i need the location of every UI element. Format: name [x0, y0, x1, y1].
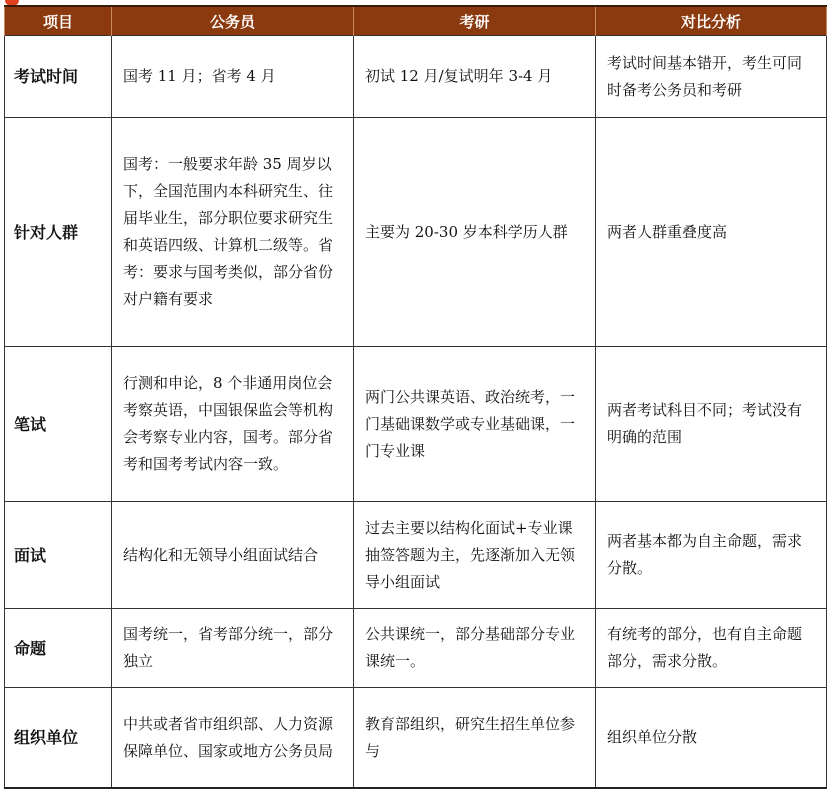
cell-grad: 主要为 20-30 岁本科学历人群 [354, 118, 596, 347]
cell-civil: 中共或者省市组织部、人力资源保障单位、国家或地方公务员局 [112, 688, 354, 789]
cell-civil: 国考 11 月；省考 4 月 [112, 36, 354, 118]
table-row [5, 502, 827, 609]
header-item: 项目 [5, 6, 112, 36]
cell-civil: 国考：一般要求年龄 35 周岁以下，全国范围内本科研究生、往届毕业生，部分职位要求研究生和英语四级、计算机二级等。省考：要求与国考类似，部分省份对户籍有要求 [112, 118, 354, 347]
cell-analysis: 有统考的部分，也有自主命题部分，需求分散。 [596, 609, 827, 688]
row-item-label: 笔试 [5, 347, 112, 502]
row-item-label: 命题 [5, 609, 112, 688]
table-row [5, 118, 827, 347]
cell-civil: 结构化和无领导小组面试结合 [112, 502, 354, 609]
cell-grad: 过去主要以结构化面试+专业课抽签答题为主，先逐渐加入无领导小组面试 [354, 502, 596, 609]
cell-analysis: 考试时间基本错开，考生可同时备考公务员和考研 [596, 36, 827, 118]
cell-grad: 教育部组织，研究生招生单位参与 [354, 688, 596, 789]
row-item-label: 针对人群 [5, 118, 112, 347]
cell-grad: 公共课统一，部分基础部分专业课统一。 [354, 609, 596, 688]
table-row [5, 347, 827, 502]
cell-analysis: 两者人群重叠度高 [596, 118, 827, 347]
cell-analysis: 两者考试科目不同；考试没有明确的范围 [596, 347, 827, 502]
cell-analysis: 两者基本都为自主命题，需求分散。 [596, 502, 827, 609]
row-item-label: 考试时间 [5, 36, 112, 118]
table-body [5, 36, 827, 789]
header-row [5, 6, 827, 36]
comparison-table [4, 5, 827, 789]
row-item-label: 面试 [5, 502, 112, 609]
table-row [5, 36, 827, 118]
header-civil-servant: 公务员 [112, 6, 354, 36]
cell-civil: 国考统一，省考部分统一，部分独立 [112, 609, 354, 688]
cell-analysis: 组织单位分散 [596, 688, 827, 789]
table-header [5, 6, 827, 36]
header-analysis: 对比分析 [596, 6, 827, 36]
table-row [5, 688, 827, 789]
cell-civil: 行测和申论，8 个非通用岗位会考察英语，中国银保监会等机构会考察专业内容，国考。部分省考和国考考试内容一致。 [112, 347, 354, 502]
cell-grad: 两门公共课英语、政治统考，一门基础课数学或专业基础课，一门专业课 [354, 347, 596, 502]
table-row [5, 609, 827, 688]
row-item-label: 组织单位 [5, 688, 112, 789]
header-graduate-exam: 考研 [354, 6, 596, 36]
cell-grad: 初试 12 月/复试明年 3-4 月 [354, 36, 596, 118]
